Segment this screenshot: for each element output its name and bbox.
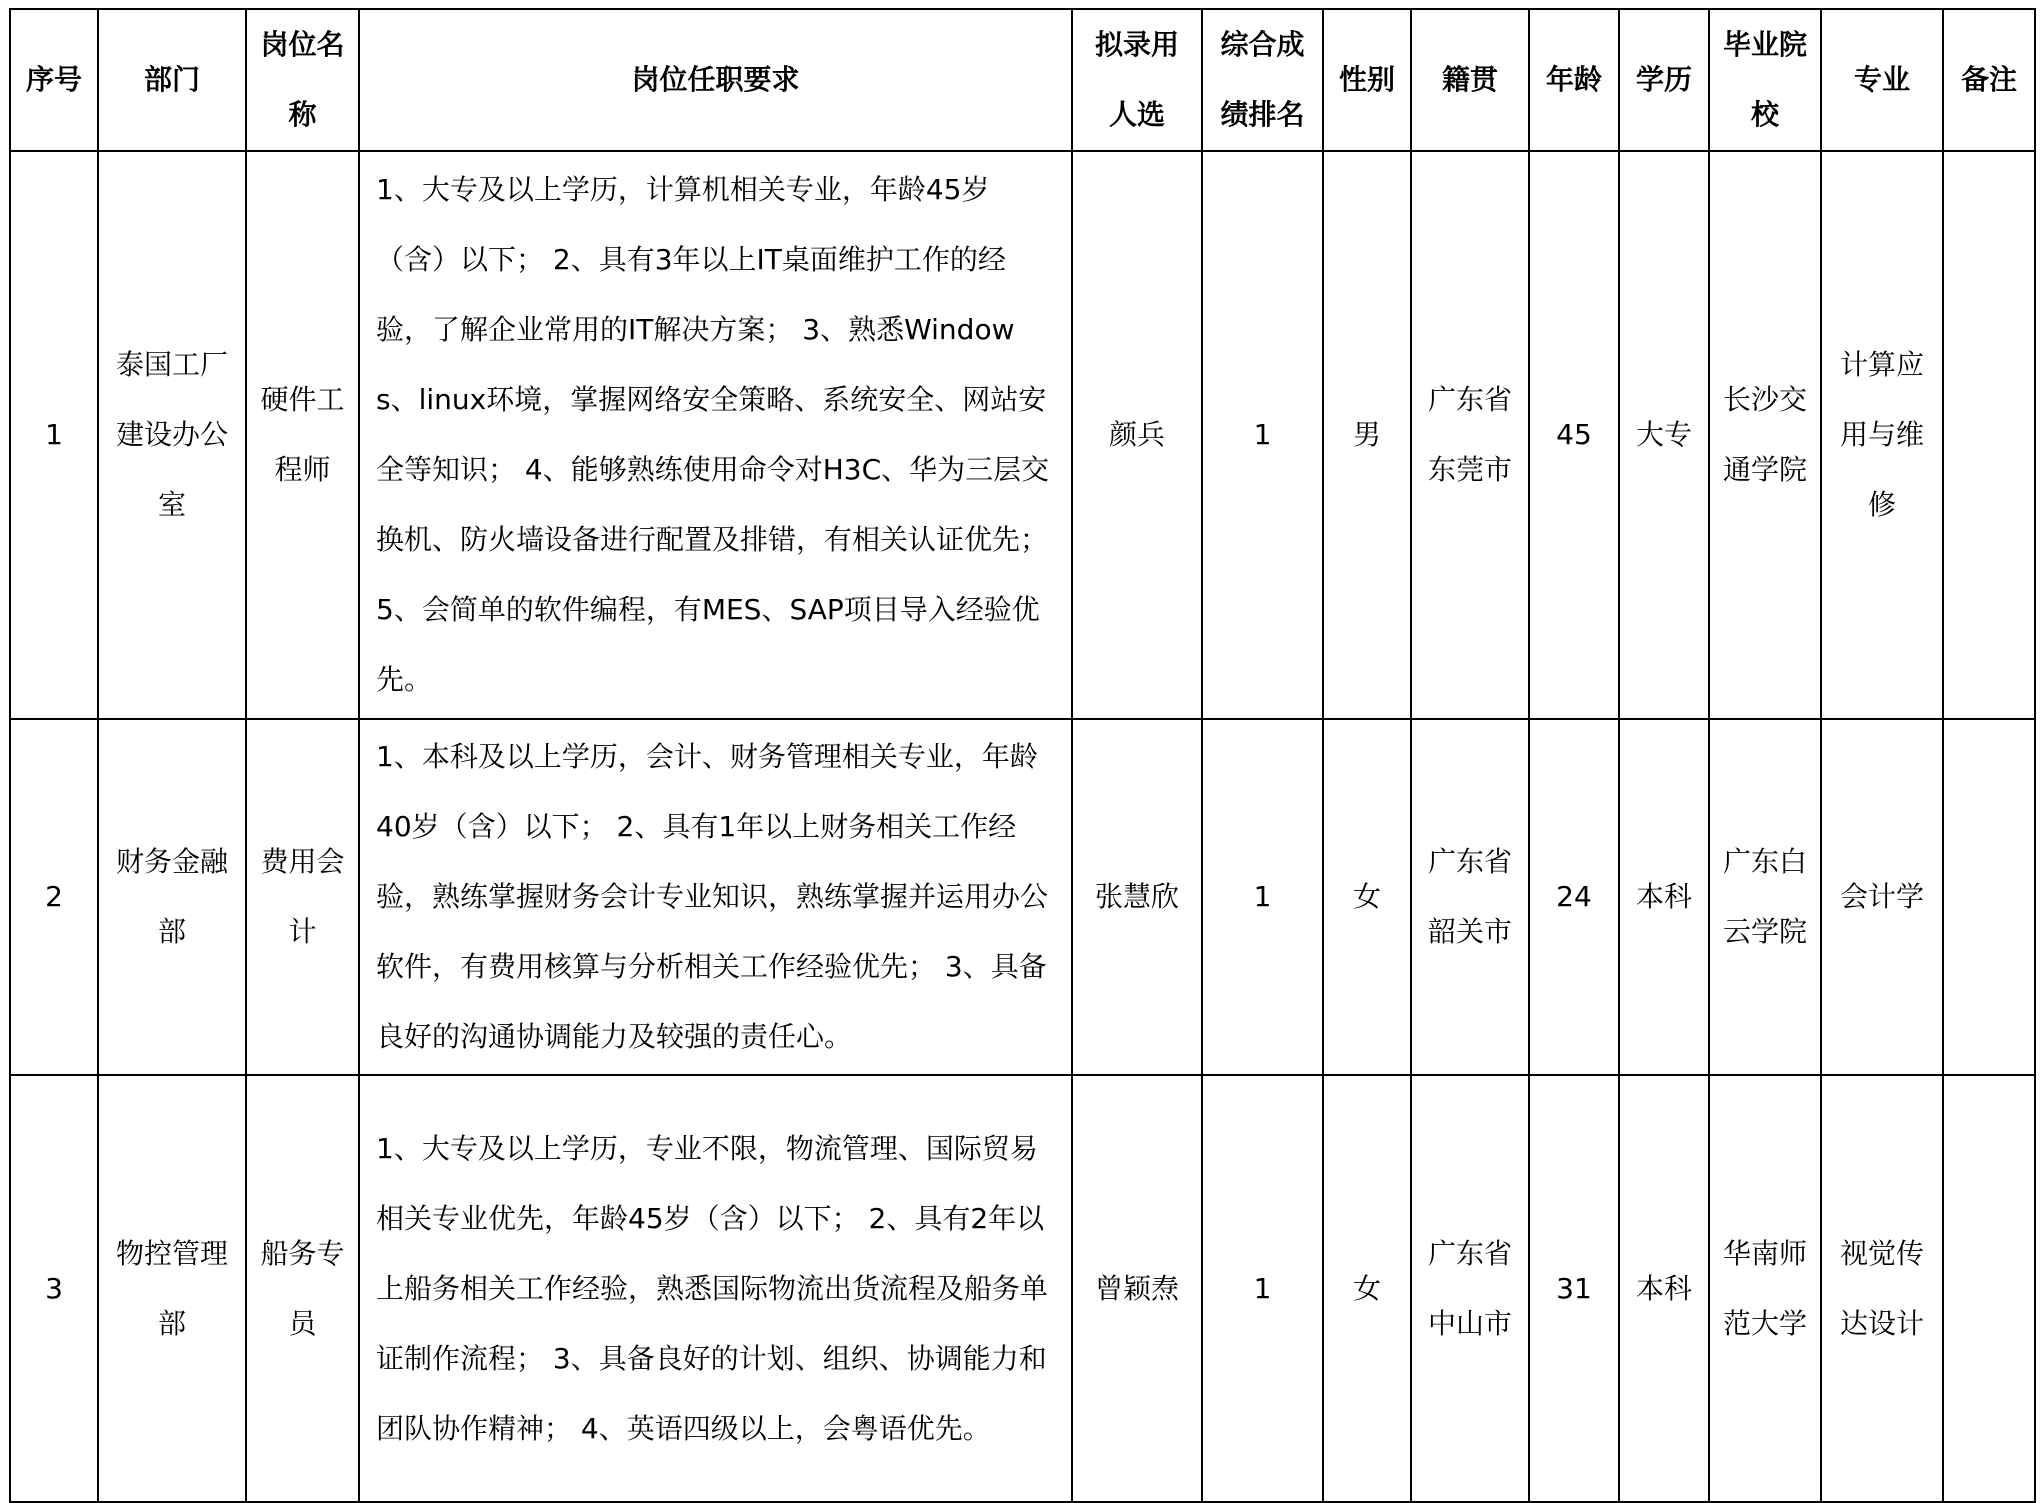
- cell-education: 本科: [1619, 1075, 1709, 1502]
- cell-dept: 泰国工厂建设办公室: [98, 151, 246, 719]
- cell-remarks: [1943, 151, 2035, 719]
- cell-remarks: [1943, 1075, 2035, 1502]
- table-row: [10, 1075, 2035, 1502]
- header-rank: 综合成绩排名: [1202, 9, 1323, 151]
- header-origin: 籍贯: [1411, 9, 1529, 151]
- cell-requirements: 1、本科及以上学历，会计、财务管理相关专业，年龄40岁（含）以下； 2、具有1年以上财务相关工作经验，熟练掌握财务会计专业知识，熟练掌握并运用办公软件，有费用核算与分析相关工作经验优先； 3、具备良好的沟通协调能力及较强的责任心。: [359, 719, 1072, 1075]
- table-row: [10, 719, 2035, 1075]
- header-requirements: 岗位任职要求: [359, 9, 1072, 151]
- cell-candidate: 张慧欣: [1072, 719, 1202, 1075]
- cell-age: 24: [1529, 719, 1619, 1075]
- table-row: [10, 151, 2035, 719]
- header-row: [10, 9, 2035, 151]
- cell-education: 大专: [1619, 151, 1709, 719]
- cell-seq: 3: [10, 1075, 98, 1502]
- header-school: 毕业院校: [1709, 9, 1821, 151]
- header-age: 年龄: [1529, 9, 1619, 151]
- cell-origin: 广东省东莞市: [1411, 151, 1529, 719]
- cell-seq: 1: [10, 151, 98, 719]
- header-gender: 性别: [1323, 9, 1411, 151]
- header-candidate: 拟录用人选: [1072, 9, 1202, 151]
- cell-major: 视觉传达设计: [1821, 1075, 1943, 1502]
- cell-rank: 1: [1202, 151, 1323, 719]
- cell-age: 31: [1529, 1075, 1619, 1502]
- cell-candidate: 颜兵: [1072, 151, 1202, 719]
- cell-gender: 女: [1323, 1075, 1411, 1502]
- cell-position: 费用会计: [246, 719, 359, 1075]
- cell-school: 长沙交通学院: [1709, 151, 1821, 719]
- header-dept: 部门: [98, 9, 246, 151]
- header-seq: 序号: [10, 9, 98, 151]
- cell-major: 会计学: [1821, 719, 1943, 1075]
- cell-position: 船务专员: [246, 1075, 359, 1502]
- cell-candidate: 曾颖焘: [1072, 1075, 1202, 1502]
- cell-school: 广东白云学院: [1709, 719, 1821, 1075]
- header-position: 岗位名称: [246, 9, 359, 151]
- cell-dept: 物控管理部: [98, 1075, 246, 1502]
- cell-requirements: 1、大专及以上学历，专业不限，物流管理、国际贸易相关专业优先，年龄45岁（含）以下； 2、具有2年以上船务相关工作经验，熟悉国际物流出货流程及船务单证制作流程； 3、具备良好的计划、组织、协调能力和团队协作精神； 4、英语四级以上，会粤语优先。: [359, 1075, 1072, 1502]
- cell-rank: 1: [1202, 719, 1323, 1075]
- cell-origin: 广东省韶关市: [1411, 719, 1529, 1075]
- cell-school: 华南师范大学: [1709, 1075, 1821, 1502]
- cell-remarks: [1943, 719, 2035, 1075]
- cell-position: 硬件工程师: [246, 151, 359, 719]
- cell-dept: 财务金融部: [98, 719, 246, 1075]
- cell-major: 计算应用与维修: [1821, 151, 1943, 719]
- hiring-table: [9, 8, 2036, 1503]
- cell-gender: 男: [1323, 151, 1411, 719]
- header-remarks: 备注: [1943, 9, 2035, 151]
- cell-seq: 2: [10, 719, 98, 1075]
- cell-gender: 女: [1323, 719, 1411, 1075]
- cell-origin: 广东省中山市: [1411, 1075, 1529, 1502]
- cell-age: 45: [1529, 151, 1619, 719]
- header-major: 专业: [1821, 9, 1943, 151]
- cell-requirements: 1、大专及以上学历，计算机相关专业，年龄45岁（含）以下； 2、具有3年以上IT桌面维护工作的经验，了解企业常用的IT解决方案； 3、熟悉Windows、linux环境，掌握网络安全策略、系统安全、网站安全等知识； 4、能够熟练使用命令对H3C、华为三层交换机、防火墙设备进行配置及排错，有相关认证优先； 5、会简单的软件编程，有MES、SAP项目导入经验优先。: [359, 151, 1072, 719]
- header-education: 学历: [1619, 9, 1709, 151]
- cell-education: 本科: [1619, 719, 1709, 1075]
- cell-rank: 1: [1202, 1075, 1323, 1502]
